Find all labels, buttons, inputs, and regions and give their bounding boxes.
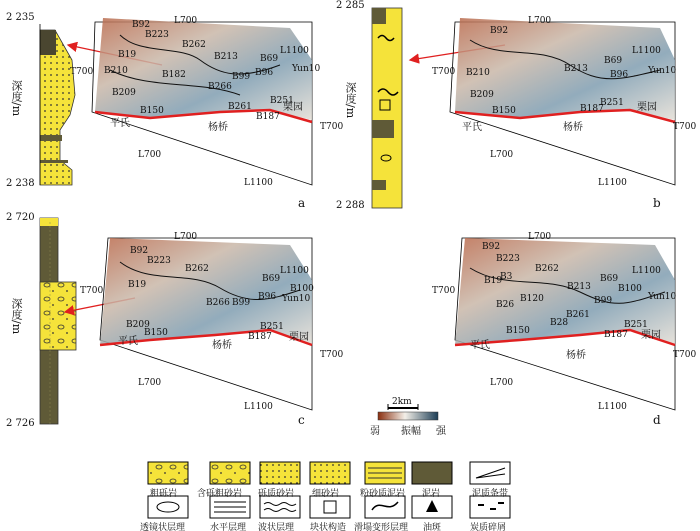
well-label: B92: [132, 20, 151, 30]
well-label: B69: [600, 274, 619, 284]
panel-letter-b: b: [653, 196, 661, 210]
place-pingshi-a: 平氏: [110, 118, 130, 129]
column-c: [40, 218, 76, 424]
well-label: B99: [232, 72, 251, 82]
line-label-t700-left-d: T700: [432, 286, 456, 296]
place-yangqiao-b: 杨桥: [563, 122, 583, 133]
axis-title-a: 深度/m: [10, 80, 23, 117]
legend-label-silty-mudstone: 粉砂质泥岩: [360, 489, 406, 499]
line-label-t700-right-b: T700: [673, 122, 697, 132]
well-label: B251: [600, 98, 624, 108]
legend-label-horizontal-bedding: 水平层理: [210, 523, 247, 531]
well-label: B26: [496, 300, 515, 310]
line-label-l700-bottom-d: L700: [490, 378, 514, 388]
place-yangqiao-c: 杨桥: [212, 340, 232, 351]
place-yangqiao-a: 杨桥: [208, 122, 228, 133]
well-label: B28: [550, 318, 569, 328]
well-label: B262: [185, 264, 209, 274]
line-label-l1100-top-c: L1100: [280, 266, 309, 276]
amplitude-weak-label: 弱: [370, 426, 380, 437]
well-label: B69: [260, 54, 279, 64]
well-label: B69: [262, 274, 281, 284]
well-label: B213: [214, 52, 238, 62]
legend-label-pebbly-coarse-sandstone: 含砾粗砂岩: [197, 489, 243, 499]
well-label: B262: [535, 264, 559, 274]
column-b: [372, 8, 402, 208]
line-label-l1100-bottom-b: L1100: [598, 178, 627, 188]
line-label-t700-left-c: T700: [80, 286, 104, 296]
depth-top-c: 2 720: [6, 212, 35, 223]
well-label: B150: [140, 106, 164, 116]
panel-letter-d: d: [653, 413, 661, 427]
line-label-l700-bottom-c: L700: [138, 378, 162, 388]
axis-title-b: 深度/m: [344, 82, 357, 119]
well-label: B19: [118, 50, 137, 60]
line-label-l1100-top-a: L1100: [280, 46, 309, 56]
well-label: B150: [506, 326, 530, 336]
line-label-t700-right-a: T700: [320, 122, 344, 132]
panel-letter-a: a: [298, 196, 306, 210]
line-label-t700-left-b: T700: [432, 67, 456, 77]
line-label-l700-top-d: L700: [528, 232, 552, 242]
line-label-l700-top-c: L700: [174, 232, 198, 242]
well-label: B251: [624, 320, 648, 330]
well-label: B100: [618, 284, 642, 294]
depth-top-b: 2 285: [336, 0, 365, 11]
line-label-t700-right-d: T700: [673, 350, 697, 360]
depth-bottom-c: 2 726: [6, 418, 35, 429]
line-label-t700-right-c: T700: [320, 350, 344, 360]
panel-letter-c: c: [298, 413, 305, 427]
line-label-t700-left-a: T700: [70, 67, 94, 77]
legend-label-gravelly-sandstone: 砾质砂岩: [258, 489, 295, 499]
column-a: [40, 24, 75, 185]
well-label: B210: [104, 66, 128, 76]
line-label-l700-bottom-b: L700: [490, 150, 514, 160]
well-label: B3: [500, 272, 513, 282]
line-label-l1100-bottom-d: L1100: [598, 402, 627, 412]
place-pingshi-b: 平氏: [462, 122, 482, 133]
well-label: B150: [144, 328, 168, 338]
line-label-l1100-bottom-a: L1100: [244, 178, 273, 188]
well-label: B120: [520, 294, 544, 304]
well-label: Yun10: [648, 66, 677, 76]
line-label-l700-bottom-a: L700: [138, 150, 162, 160]
well-label: B69: [604, 56, 623, 66]
amplitude-colorbar: [378, 412, 438, 420]
well-label: B19: [128, 280, 147, 290]
well-label: B187: [580, 104, 604, 114]
well-label: B92: [130, 246, 149, 256]
well-label: B150: [492, 106, 516, 116]
well-label: B187: [248, 332, 272, 342]
line-label-l1100-top-d: L1100: [632, 266, 661, 276]
well-label: B187: [256, 112, 280, 122]
place-yangqiao-d: 杨桥: [566, 350, 586, 361]
well-label: B92: [482, 242, 501, 252]
place-liyuan-c: 栗园: [289, 332, 309, 343]
line-label-l1100-top-b: L1100: [632, 46, 661, 56]
well-label: B210: [466, 68, 490, 78]
well-label: B96: [255, 68, 274, 78]
well-label: B96: [258, 292, 277, 302]
depth-bottom-b: 2 288: [336, 200, 365, 211]
well-label: B251: [260, 322, 284, 332]
well-label: B261: [228, 102, 252, 112]
well-label: B251: [270, 96, 294, 106]
place-liyuan-a: 栗园: [283, 102, 303, 113]
line-label-l700-top-a: L700: [174, 16, 198, 26]
legend-label-carbonaceous-debris: 炭质碎屑: [470, 523, 507, 531]
place-pingshi-d: 平氏: [470, 340, 490, 351]
well-label: B223: [145, 30, 169, 40]
scale-label: 2km: [392, 397, 412, 407]
legend-label-mudstone: 泥岩: [422, 489, 441, 499]
well-label: B262: [182, 40, 206, 50]
axis-title-c: 深度/m: [10, 298, 23, 335]
place-liyuan-b: 栗园: [637, 102, 657, 113]
well-label: Yun10: [282, 294, 311, 304]
legend-label-oil-spot: 油斑: [423, 523, 442, 531]
well-label: B266: [208, 82, 232, 92]
well-label: B100: [290, 284, 314, 294]
depth-bottom-a: 2 238: [6, 178, 35, 189]
well-label: Yun10: [292, 64, 321, 74]
place-pingshi-c: 平氏: [118, 336, 138, 347]
legend-label-wavy-bedding: 波状层理: [258, 523, 295, 531]
well-label: B223: [147, 256, 171, 266]
well-label: B182: [162, 70, 186, 80]
well-label: B209: [112, 88, 136, 98]
well-label: B213: [567, 282, 591, 292]
well-label: B19: [484, 276, 503, 286]
well-label: B92: [490, 26, 509, 36]
well-label: B223: [496, 254, 520, 264]
legend-label-fine-sandstone: 细砂岩: [312, 489, 340, 499]
depth-top-a: 2 235: [6, 12, 35, 23]
well-label: Yun10: [648, 292, 677, 302]
line-label-l1100-bottom-c: L1100: [244, 402, 273, 412]
line-label-l700-top-b: L700: [528, 16, 552, 26]
well-label: B261: [566, 310, 590, 320]
well-label: B99: [594, 296, 613, 306]
legend-label-muddy-strip: 泥质条带: [472, 489, 509, 499]
well-label: B96: [610, 70, 629, 80]
well-label: B266: [206, 298, 230, 308]
well-label: B99: [232, 298, 251, 308]
well-label: B187: [604, 330, 628, 340]
legend-label-lenticular-bedding: 透镜状层理: [140, 523, 186, 531]
legend-label-conglomerate: 粗砾岩: [150, 489, 178, 499]
well-label: B209: [470, 90, 494, 100]
amplitude-title-label: 振幅: [401, 426, 421, 437]
well-label: B209: [126, 320, 150, 330]
legend-label-slump-deformation: 滑塌变形层理: [354, 523, 409, 531]
well-label: B213: [564, 64, 588, 74]
legend-label-massive-structure: 块状构造: [310, 523, 347, 531]
amplitude-strong-label: 强: [436, 426, 446, 437]
place-liyuan-d: 栗园: [641, 330, 661, 341]
